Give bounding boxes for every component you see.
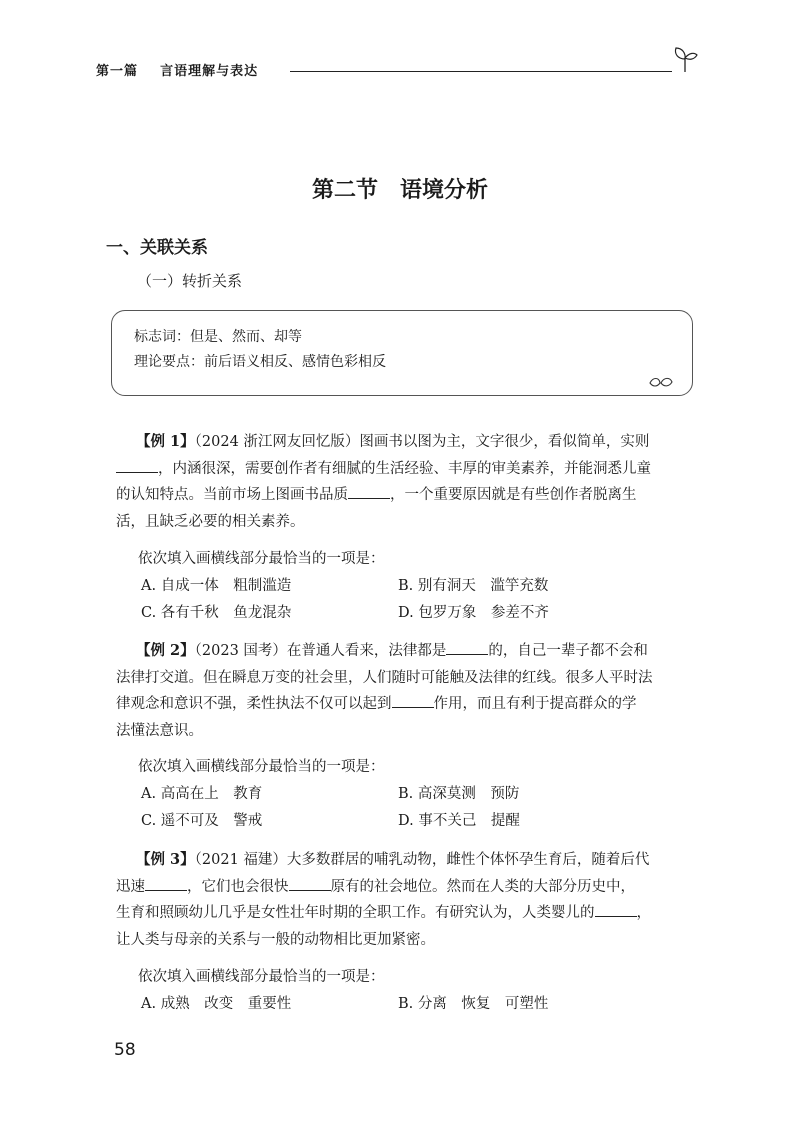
example-tag: 【例 3】: [136, 851, 195, 868]
option-d: D. 包罗万象 参差不齐: [398, 605, 549, 621]
theory-points: 理论要点：前后语义相反、感情色彩相反: [134, 354, 386, 370]
option-b: B. 高深莫测 预防: [398, 786, 520, 802]
page-title: 第二节 语境分析: [311, 177, 488, 203]
example-1-text: 【例 1】（2024 浙江网友回忆版）图画书以图为主，文字很少，看似简单，实则 ，内涵很深，需要创作者有细腻的生活经验、丰厚的审美素养，并能洞悉儿童 的认知特点。当前市场上图画书品质 ，一个重要原因就是有些创作者脱离生 活，且缺乏必要的相关素养。: [116, 433, 651, 530]
fill-blank: [595, 902, 637, 917]
example-2-text: 【例 2】（2023 国考）在普通人看来，法律都是 的，自己一辈子都不会和 法律打交道。但在瞬息万变的社会里，人们随时可能触及法律的红线。很多人平时法 律观念和意识不强，柔性执法不仅可以起到 作用，而且有利于提高群众的学 法懂法意识。: [116, 642, 653, 739]
option-b: B. 别有洞天 滥竽充数: [398, 578, 549, 594]
example-source: （2021 福建）: [194, 852, 287, 868]
chapter-label: 第一篇: [96, 64, 139, 79]
example-tag: 【例 1】: [136, 433, 195, 450]
fill-blank: [145, 876, 187, 891]
option-b: B. 分离 恢复 可塑性: [398, 996, 549, 1012]
question-prompt: 依次填入画横线部分最恰当的一项是：: [138, 759, 385, 775]
sprout-icon: [672, 44, 698, 78]
example-3-text: 【例 3】（2021 福建）大多数群居的哺乳动物，雌性个体怀孕生育后，随着后代 迅速 ，它们也会很快 原有的社会地位。然而在人类的大部分历史中， 生育和照顾幼儿几乎是女性壮年时期的全职工作。有研究认为，人类婴儿的 ， 让人类与母亲的关系与一般的动物相比更加紧密。: [116, 851, 651, 948]
fill-blank: [392, 693, 434, 708]
example-source: （2024 浙江网友回忆版）: [194, 434, 360, 450]
running-header: [96, 60, 258, 79]
option-a: A. 自成一体 粗制滥造: [141, 578, 292, 594]
leaf-icon: [648, 374, 674, 394]
fill-blank: [348, 484, 390, 499]
option-c: C. 遥不可及 警戒: [141, 813, 263, 829]
fill-blank: [289, 876, 331, 891]
page-number: 58: [114, 1040, 136, 1060]
header-rule: [290, 71, 672, 72]
heading-level1: 一、关联关系: [106, 238, 208, 258]
question-prompt: 依次填入画横线部分最恰当的一项是：: [138, 969, 385, 985]
fill-blank: [446, 640, 488, 655]
marker-words: 标志词：但是、然而、却等: [134, 329, 302, 345]
example-tag: 【例 2】: [136, 642, 195, 659]
question-prompt: 依次填入画横线部分最恰当的一项是：: [138, 551, 385, 567]
heading-level2: （一）转折关系: [137, 272, 243, 290]
option-d: D. 事不关己 提醒: [398, 813, 520, 829]
option-a: A. 高高在上 教育: [141, 786, 263, 802]
option-a: A. 成熟 改变 重要性: [141, 996, 292, 1012]
section-name: 言语理解与表达: [160, 64, 259, 79]
fill-blank: [116, 458, 158, 473]
option-c: C. 各有千秋 鱼龙混杂: [141, 605, 292, 621]
example-source: （2023 国考）: [194, 643, 287, 659]
